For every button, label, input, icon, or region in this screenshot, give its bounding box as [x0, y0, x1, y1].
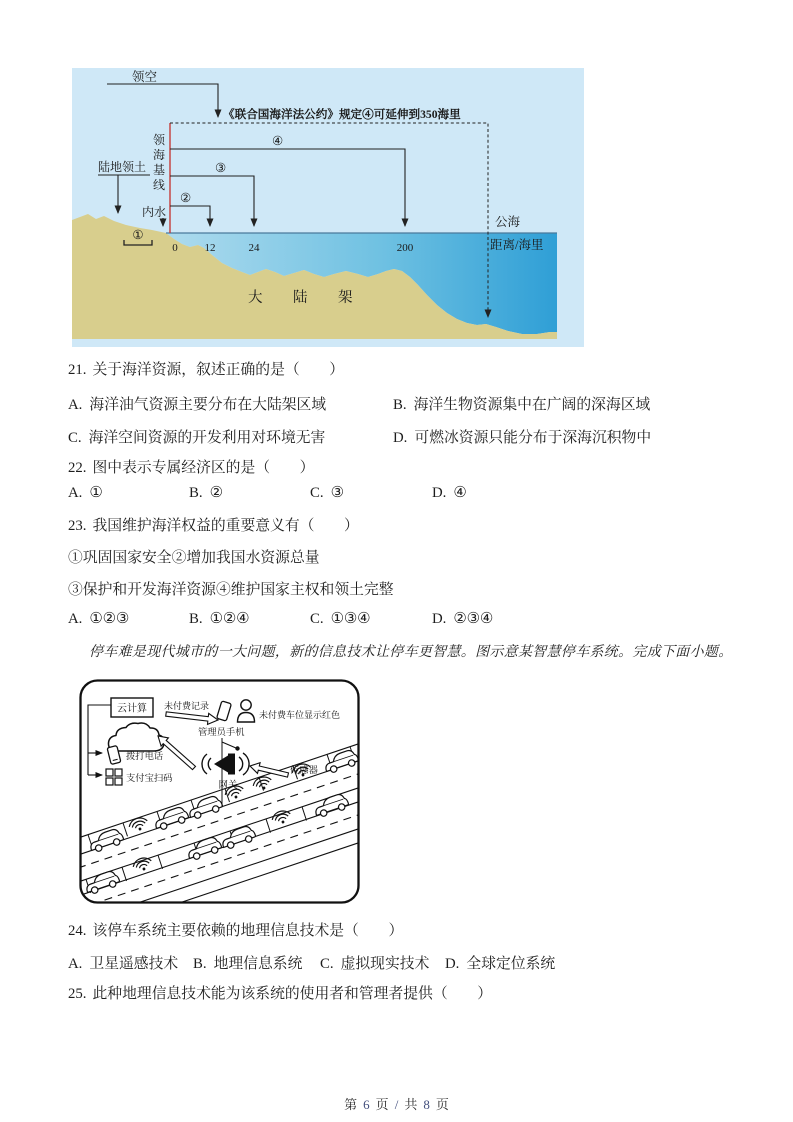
- distance-unit-label: 距离/海里: [490, 238, 544, 252]
- option-22-D: D. ④: [432, 485, 467, 501]
- svg-text:基: 基: [152, 163, 166, 177]
- zone2-label: ②: [180, 191, 192, 205]
- option-24-C: C. 虚拟现实技术: [320, 956, 430, 972]
- svg-text:陆: 陆: [293, 290, 308, 306]
- question-22-stem: 22. 图中表示专属经济区的是（ ）: [68, 460, 315, 476]
- question-21-options-row-2: [68, 426, 768, 446]
- option-23-C: C. ①③④: [310, 611, 371, 627]
- person-icon: [238, 700, 255, 722]
- svg-text:大: 大: [248, 290, 263, 306]
- question-24-options: [68, 952, 768, 972]
- question-23-stem: 23. 我国维护海洋权益的重要意义有（ ）: [68, 518, 359, 534]
- question-23-items-2: ③保护和开发海洋资源④维护国家主权和领土完整: [68, 582, 394, 598]
- svg-text:海: 海: [152, 148, 166, 162]
- road-centerline-dashed: [78, 814, 361, 905]
- manager-phone-icon: [217, 701, 232, 721]
- scale-12: 12: [204, 242, 216, 254]
- option-24-D: D. 全球定位系统: [445, 956, 556, 972]
- sensor-label: 传感器: [290, 765, 318, 775]
- admin-phone-label: 管理员手机: [198, 727, 245, 737]
- smart-parking-diagram: [78, 678, 361, 905]
- zone4-label: ④: [272, 134, 284, 148]
- inner-water-label: 内水: [142, 205, 167, 219]
- question-23-items-1: ①巩固国家安全②增加我国水资源总量: [68, 550, 320, 566]
- convention-note: 《联合国海洋法公约》规定④可延伸到350海里: [223, 108, 461, 121]
- sensor-to-gateway-arrow: [250, 763, 289, 777]
- option-24-A: A. 卫星遥感技术: [68, 956, 179, 972]
- phone-link-line: [222, 742, 236, 748]
- option-21-B: B. 海洋生物资源集中在广阔的深海区域: [393, 397, 651, 413]
- scale-0: 0: [172, 242, 178, 254]
- airspace-label: 领空: [132, 70, 158, 84]
- question-21-options-row-1: [68, 393, 768, 413]
- option-23-A: A. ①②③: [68, 611, 130, 627]
- question-22-options: [68, 484, 768, 504]
- question-21-stem: 21. 关于海洋资源，叙述正确的是（ ）: [68, 362, 345, 378]
- scale-200: 200: [396, 242, 414, 254]
- gateway-horn-icon: [202, 753, 249, 775]
- cloud-computing-label: 云计算: [117, 703, 147, 715]
- option-22-A: A. ①: [68, 485, 103, 501]
- scale-24: 24: [248, 242, 260, 254]
- maritime-zones-diagram: [72, 68, 584, 347]
- question-25-stem: 25. 此种地理信息技术能为该系统的使用者和管理者提供（ ）: [68, 986, 493, 1002]
- option-21-A: A. 海洋油气资源主要分布在大陆架区域: [68, 397, 327, 413]
- branch-line: [88, 705, 111, 775]
- svg-text:线: 线: [152, 178, 166, 192]
- phone-link-dot: [235, 746, 239, 750]
- option-22-B: B. ②: [189, 485, 223, 501]
- qr-code-icon: [106, 769, 122, 785]
- zone1-label: ①: [132, 228, 144, 242]
- dial-label: 拨打电话: [126, 751, 164, 761]
- option-22-C: C. ③: [310, 485, 344, 501]
- parking-intro-paragraph: 停车难是现代城市的一大问题，新的信息技术让停车更智慧。图示意某智慧停车系统。完成下面小题。: [89, 645, 733, 660]
- zone3-label: ③: [215, 161, 227, 175]
- question-23-options: [68, 610, 768, 630]
- gateway-to-cloud-arrow: [158, 736, 196, 770]
- page-footer: 第 6 页 / 共 8 页: [344, 1097, 449, 1112]
- svg-text:领: 领: [152, 133, 166, 147]
- unpaid-record-label: 未付费记录: [164, 701, 210, 711]
- road-line: [78, 842, 361, 905]
- alipay-label: 支付宝扫码: [126, 773, 173, 783]
- option-23-D: D. ②③④: [432, 611, 494, 627]
- svg-text:架: 架: [338, 290, 353, 306]
- question-24-stem: 24. 该停车系统主要依赖的地理信息技术是（ ）: [68, 923, 404, 939]
- option-21-C: C. 海洋空间资源的开发利用对环境无害: [68, 430, 326, 446]
- option-24-B: B. 地理信息系统: [193, 956, 303, 972]
- option-23-B: B. ①②④: [189, 611, 250, 627]
- high-seas-label: 公海: [495, 215, 521, 229]
- gateway-label: 网关: [218, 780, 238, 791]
- unpaid-record-arrow: [166, 712, 218, 725]
- land-territory-label: 陆地领土: [98, 160, 147, 174]
- option-21-D: D. 可燃冰资源只能分布于深海沉积物中: [393, 430, 652, 446]
- unpaid-display-label: 未付费车位显示红色: [259, 710, 341, 720]
